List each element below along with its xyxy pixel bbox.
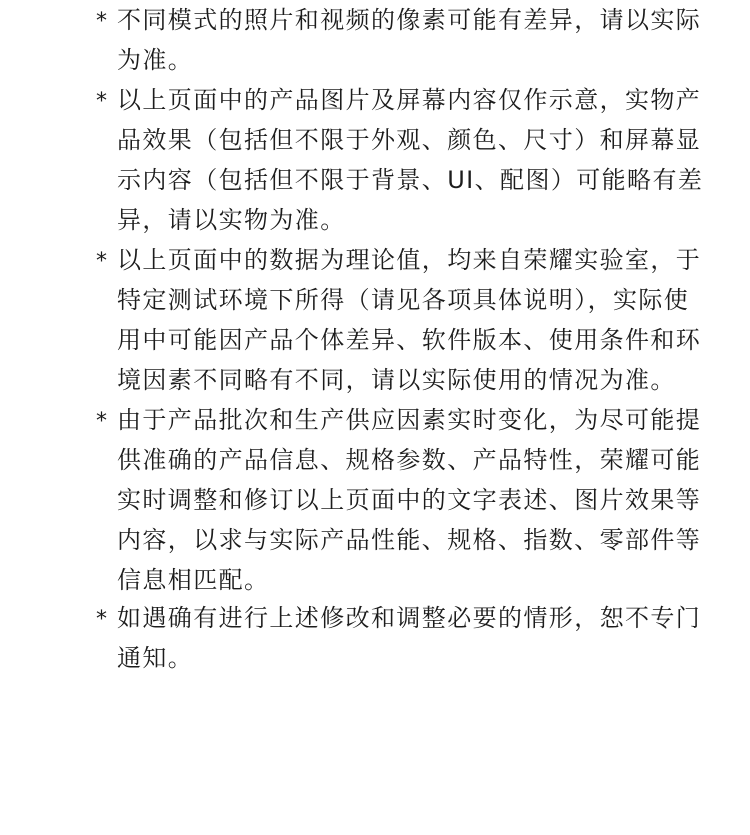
note-text-line: 品效果（包括但不限于外观、颜色、尺寸）和屏幕显 [117, 126, 702, 154]
note-text-line: 示内容（包括但不限于背景、UI、配图）可能略有差 [117, 166, 704, 194]
asterisk-bullet-icon: * [96, 409, 107, 434]
note-text-line: 实时调整和修订以上页面中的文字表述、图片效果等 [117, 486, 702, 514]
asterisk-bullet-icon: * [96, 249, 107, 274]
note-text-line: 信息相匹配。 [117, 566, 270, 594]
note-text-line: 供准确的产品信息、规格参数、产品特性，荣耀可能 [117, 446, 702, 474]
note-text-line: 不同模式的照片和视频的像素可能有差异，请以实际 [117, 6, 702, 34]
note-text-line: 用中可能因产品个体差异、软件版本、使用条件和环 [117, 326, 702, 354]
note-text-line: 境因素不同略有不同，请以实际使用的情况为准。 [117, 366, 676, 394]
note-text-line: 异，请以实物为准。 [117, 206, 346, 234]
note-text-line: 为准。 [117, 46, 194, 74]
asterisk-bullet-icon: * [96, 89, 107, 114]
note-text-line: 以上页面中的数据为理论值，均来自荣耀实验室，于 [117, 246, 702, 274]
note-text-line: 内容，以求与实际产品性能、规格、指数、零部件等 [117, 526, 702, 554]
asterisk-bullet-icon: * [96, 607, 107, 632]
note-text-line: 特定测试环境下所得（请见各项具体说明），实际使 [117, 286, 690, 314]
note-text-line: 通知。 [117, 644, 194, 672]
note-text-line: 由于产品批次和生产供应因素实时变化，为尽可能提 [117, 406, 702, 434]
asterisk-bullet-icon: * [96, 9, 107, 34]
note-text-line: 如遇确有进行上述修改和调整必要的情形，恕不专门 [117, 604, 702, 632]
note-text-line: 以上页面中的产品图片及屏幕内容仅作示意，实物产 [117, 86, 702, 114]
